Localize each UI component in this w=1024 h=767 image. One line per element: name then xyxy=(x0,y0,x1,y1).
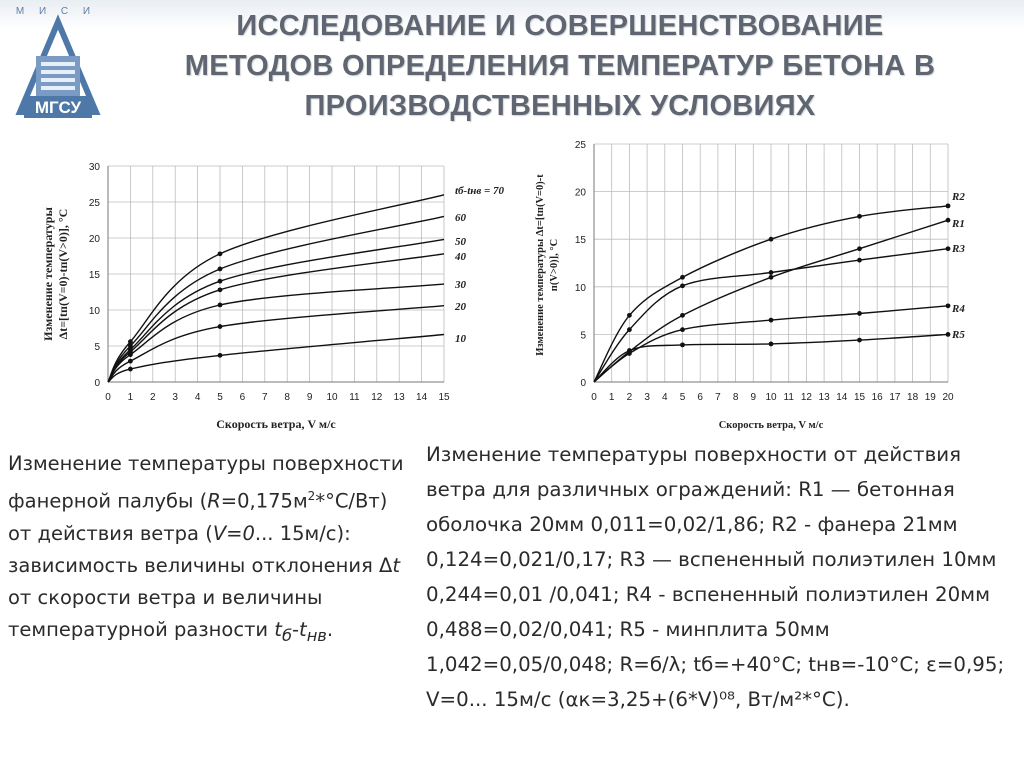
x-tick-label: 15 xyxy=(438,392,450,403)
caption-left: Изменение температуры поверхности фанерной палубы $(R=0,175м^2*^\circ С/Вт)$ от действия ветра (V=0... 15м/с): зависимость величины отклонения Δt от скорости ветра и величины температурной разности $t_б-t_{нв}$. xyxy=(8,452,404,645)
series-line xyxy=(108,216,444,382)
data-point xyxy=(857,214,862,219)
y-tick-label: 10 xyxy=(574,282,586,294)
data-point xyxy=(680,327,685,332)
series-line xyxy=(108,195,444,382)
title-line-1: ИССЛЕДОВАНИЕ И СОВЕРШЕНСТВОВАНИЕ xyxy=(236,10,884,42)
logo-name: МГСУ xyxy=(34,98,82,117)
series-line xyxy=(108,306,444,382)
data-point xyxy=(128,359,133,364)
data-point xyxy=(946,203,951,208)
x-tick-label: 17 xyxy=(889,392,901,403)
x-tick-label: 5 xyxy=(679,392,686,403)
x-tick-label: 14 xyxy=(416,392,428,403)
data-point xyxy=(680,275,685,280)
data-point xyxy=(769,275,774,280)
x-tick-label: 11 xyxy=(349,392,360,403)
title-line-2: МЕТОДОВ ОПРЕДЕЛЕНИЯ ТЕМПЕРАТУР БЕТОНА В xyxy=(184,50,936,82)
x-tick-label: 15 xyxy=(853,392,866,403)
series-label: 60 xyxy=(455,212,466,224)
data-point xyxy=(857,311,862,316)
data-point xyxy=(128,367,133,372)
data-point xyxy=(769,318,774,323)
x-tick-label: 9 xyxy=(306,392,313,403)
data-point xyxy=(857,338,862,343)
x-tick-label: 13 xyxy=(818,392,830,403)
series-line xyxy=(108,284,444,382)
x-tick-label: 11 xyxy=(783,392,794,403)
data-point xyxy=(218,303,223,308)
y-tick-label: 0 xyxy=(580,378,586,389)
x-tick-label: 7 xyxy=(262,392,268,403)
data-point xyxy=(218,267,223,272)
x-tick-label: 5 xyxy=(217,392,223,403)
series-label: 30 xyxy=(455,279,466,291)
x-tick-label: 10 xyxy=(326,392,338,403)
x-tick-label: 9 xyxy=(750,392,757,403)
data-point xyxy=(769,237,774,242)
y-tick-label: 20 xyxy=(88,234,100,245)
data-point xyxy=(128,352,133,357)
y-tick-label: 15 xyxy=(88,270,100,281)
logo-letters: М И С И xyxy=(15,6,97,17)
x-tick-label: 16 xyxy=(871,392,883,403)
title-line-3: ПРОИЗВОДСТВЕННЫХ УСЛОВИЯХ xyxy=(304,90,816,122)
data-point xyxy=(857,258,862,263)
page-title xyxy=(110,6,1010,126)
chart-enclosures-wind xyxy=(520,135,1020,435)
data-point xyxy=(218,251,223,256)
x-tick-label: 6 xyxy=(697,392,703,403)
series-label: R1 xyxy=(952,218,965,230)
x-tick-label: 1 xyxy=(127,392,134,403)
data-point xyxy=(946,303,951,308)
y-tick-label: 5 xyxy=(580,330,586,342)
x-tick-label: 18 xyxy=(907,392,919,403)
x-tick-label: 2 xyxy=(626,392,633,403)
x-tick-label: 8 xyxy=(732,392,739,403)
y-tick-label: 25 xyxy=(574,140,586,151)
series-label: 20 xyxy=(455,301,466,313)
x-tick-label: 4 xyxy=(194,392,201,403)
data-point xyxy=(769,270,774,275)
data-point xyxy=(218,353,223,358)
x-tick-label: 3 xyxy=(172,392,178,403)
y-tick-label: 10 xyxy=(88,306,100,317)
series-label: R3 xyxy=(952,243,965,255)
data-point xyxy=(218,279,223,284)
series-line xyxy=(108,335,444,383)
chart-plywood-wind xyxy=(0,150,520,440)
x-tick-label: 12 xyxy=(800,392,812,403)
x-tick-label: 3 xyxy=(644,392,650,403)
x-tick-label: 8 xyxy=(284,392,290,403)
data-point xyxy=(857,246,862,251)
x-tick-label: 14 xyxy=(836,392,848,403)
x-tick-label: 20 xyxy=(942,392,954,403)
data-point xyxy=(769,342,774,347)
y-tick-label: 15 xyxy=(574,235,586,247)
series-label: tб-tнв = 70 xyxy=(455,185,505,197)
x-tick-label: 12 xyxy=(371,392,383,403)
data-point xyxy=(627,313,632,318)
x-axis-label: Скорость ветра, V м/с xyxy=(718,420,824,431)
x-tick-label: 2 xyxy=(150,392,156,403)
data-point xyxy=(680,313,685,318)
series-label: R4 xyxy=(952,303,965,315)
x-axis-label: Скорость ветра, V м/с xyxy=(216,417,336,431)
caption-right: Изменение температуры поверхности от действия ветра для различных ограждений: R1 — бетонная оболочка 20мм 0,011=0,02/1,86; R2 - фанера 21мм 0,124=0,021/0,17; R3 — вспененный полиэтилен 10мм 0,244=0,01 /0,041; R4 - вспененный полиэтилен 20мм 0,488=0,02/0,041; R5 - минплита 50мм 1,042=0,05/0,048; R=б/λ; tб=+40°С; tнв=-10°С; ε=0,95; V=0... 15м/с (αк=3,25+(6*V)⁰⁸, Вт/м²*°С). xyxy=(426,443,1005,711)
series-label: 10 xyxy=(455,333,466,345)
mgsu-logo xyxy=(8,0,108,130)
y-tick-label: 25 xyxy=(88,198,100,209)
x-tick-label: 13 xyxy=(393,392,405,403)
data-point xyxy=(946,246,951,251)
y-tick-label: 20 xyxy=(574,187,586,199)
series-label: R5 xyxy=(952,329,965,341)
x-tick-label: 6 xyxy=(239,392,246,403)
data-point xyxy=(627,327,632,332)
data-point xyxy=(946,218,951,223)
y-axis-label: Изменение температуры Δt=[tп(V=0)-t п(V>0)], °C xyxy=(535,174,560,356)
series-label: 50 xyxy=(455,236,466,248)
y-tick-label: 5 xyxy=(94,342,100,353)
series-label: 40 xyxy=(455,251,466,263)
x-tick-label: 0 xyxy=(105,392,111,403)
x-tick-label: 10 xyxy=(765,392,777,403)
data-point xyxy=(218,324,223,329)
data-point xyxy=(680,342,685,347)
y-tick-label: 30 xyxy=(88,162,100,173)
x-tick-label: 4 xyxy=(662,392,668,403)
data-point xyxy=(680,283,685,288)
series-label: R2 xyxy=(952,191,965,203)
data-point xyxy=(946,332,951,337)
data-point xyxy=(218,287,223,292)
data-point xyxy=(627,348,632,353)
x-tick-label: 0 xyxy=(591,392,597,403)
x-tick-label: 19 xyxy=(924,392,936,403)
x-tick-label: 7 xyxy=(715,392,721,403)
series-line xyxy=(108,254,444,382)
y-tick-label: 0 xyxy=(94,378,100,389)
x-tick-label: 1 xyxy=(608,392,615,403)
y-axis-label: Изменение температурыΔt=[tп(V=0)-tп(V>0)], °C xyxy=(41,207,70,341)
